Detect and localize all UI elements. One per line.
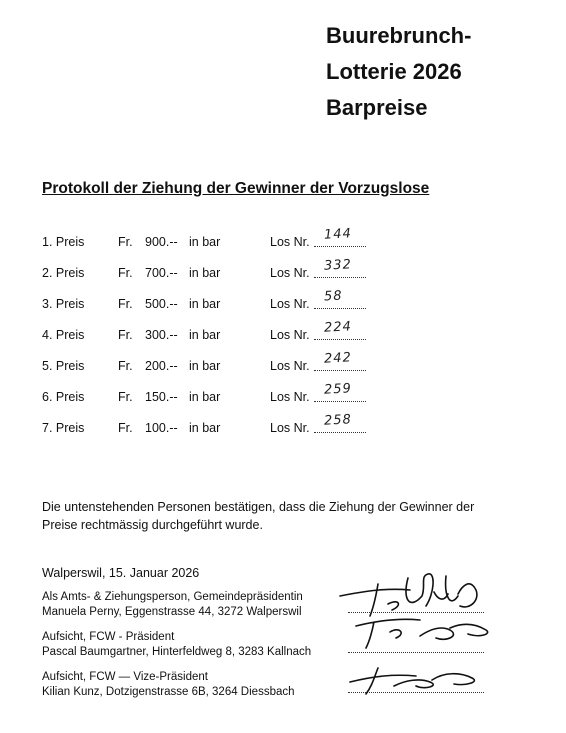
prize-currency: Fr. bbox=[118, 359, 133, 373]
prize-currency: Fr. bbox=[118, 328, 133, 342]
prize-form: in bar bbox=[189, 266, 221, 280]
signatory-role: Aufsicht, FCW — Vize-Präsident bbox=[42, 671, 208, 683]
prize-amount: 100.-- bbox=[145, 421, 178, 435]
signatory-role: Aufsicht, FCW - Präsident bbox=[42, 631, 175, 643]
document-title bbox=[326, 18, 561, 126]
prize-row bbox=[42, 381, 402, 415]
prize-amount: 700.-- bbox=[145, 266, 178, 280]
signatory-name: Kilian Kunz, Dotzigenstrasse 6B, 3264 Diessbach bbox=[42, 686, 295, 698]
dotted-line bbox=[314, 432, 366, 433]
signature-baumgartner bbox=[350, 608, 500, 652]
prize-row bbox=[42, 350, 402, 384]
dotted-line bbox=[314, 246, 366, 247]
los-label: Los Nr. bbox=[270, 235, 310, 249]
prize-row bbox=[42, 257, 402, 291]
prize-form: in bar bbox=[189, 235, 221, 249]
prize-rank: 2. Preis bbox=[42, 266, 85, 280]
prize-form: in bar bbox=[189, 390, 221, 404]
dotted-line bbox=[314, 370, 366, 371]
los-label: Los Nr. bbox=[270, 421, 310, 435]
prize-rank: 4. Preis bbox=[42, 328, 85, 342]
prize-row bbox=[42, 288, 402, 322]
signatory-name: Pascal Baumgartner, Hinterfeldweg 8, 3283 Kallnach bbox=[42, 646, 312, 658]
prize-row bbox=[42, 226, 402, 260]
prize-rank: 7. Preis bbox=[42, 421, 85, 435]
prize-rank: 6. Preis bbox=[42, 390, 85, 404]
signature-kunz bbox=[344, 656, 494, 700]
los-label: Los Nr. bbox=[270, 266, 310, 280]
signatory-2 bbox=[42, 630, 342, 660]
confirmation-text: Die untenstehenden Personen bestätigen, dass die Ziehung der Gewinner der Preise rechtmässig durchgeführt wurde. bbox=[42, 500, 475, 532]
prize-currency: Fr. bbox=[118, 266, 133, 280]
dotted-line bbox=[314, 401, 366, 402]
handwritten-ticket-number: 144 bbox=[323, 226, 353, 243]
prize-rank: 1. Preis bbox=[42, 235, 85, 249]
title-line-3: Barpreise bbox=[326, 95, 428, 120]
prize-rank: 3. Preis bbox=[42, 297, 85, 311]
prize-amount: 500.-- bbox=[145, 297, 178, 311]
prize-list bbox=[42, 226, 402, 446]
los-label: Los Nr. bbox=[270, 297, 310, 311]
title-line-2: Lotterie 2026 bbox=[326, 59, 462, 84]
prize-form: in bar bbox=[189, 359, 221, 373]
dotted-line bbox=[314, 308, 366, 309]
prize-amount: 200.-- bbox=[145, 359, 178, 373]
protocol-heading: Protokoll der Ziehung der Gewinner der Vorzugslose bbox=[42, 180, 430, 197]
handwritten-ticket-number: 332 bbox=[323, 257, 353, 274]
title-line-1: Buurebrunch- bbox=[326, 23, 472, 48]
dotted-line bbox=[314, 339, 366, 340]
signatory-3 bbox=[42, 670, 342, 700]
handwritten-ticket-number: 224 bbox=[323, 319, 353, 336]
handwritten-ticket-number: 259 bbox=[323, 381, 353, 398]
prize-amount: 150.-- bbox=[145, 390, 178, 404]
prize-currency: Fr. bbox=[118, 390, 133, 404]
prize-currency: Fr. bbox=[118, 235, 133, 249]
los-label: Los Nr. bbox=[270, 328, 310, 342]
prize-form: in bar bbox=[189, 421, 221, 435]
signatory-name: Manuela Perny, Eggenstrasse 44, 3272 Walperswil bbox=[42, 606, 302, 618]
prize-amount: 300.-- bbox=[145, 328, 178, 342]
handwritten-ticket-number: 242 bbox=[323, 350, 353, 367]
signatory-role: Als Amts- & Ziehungsperson, Gemeindepräsidentin bbox=[42, 591, 303, 603]
prize-rank: 5. Preis bbox=[42, 359, 85, 373]
prize-amount: 900.-- bbox=[145, 235, 178, 249]
prize-form: in bar bbox=[189, 328, 221, 342]
place-and-date: Walperswil, 15. Januar 2026 bbox=[42, 566, 200, 580]
signatory-1 bbox=[42, 590, 342, 620]
prize-row bbox=[42, 319, 402, 353]
los-label: Los Nr. bbox=[270, 390, 310, 404]
prize-form: in bar bbox=[189, 297, 221, 311]
dotted-line bbox=[314, 277, 366, 278]
prize-currency: Fr. bbox=[118, 297, 133, 311]
prize-currency: Fr. bbox=[118, 421, 133, 435]
handwritten-ticket-number: 58 bbox=[323, 288, 343, 305]
los-label: Los Nr. bbox=[270, 359, 310, 373]
prize-row bbox=[42, 412, 402, 446]
signature-line bbox=[348, 652, 484, 653]
handwritten-ticket-number: 258 bbox=[323, 412, 353, 429]
